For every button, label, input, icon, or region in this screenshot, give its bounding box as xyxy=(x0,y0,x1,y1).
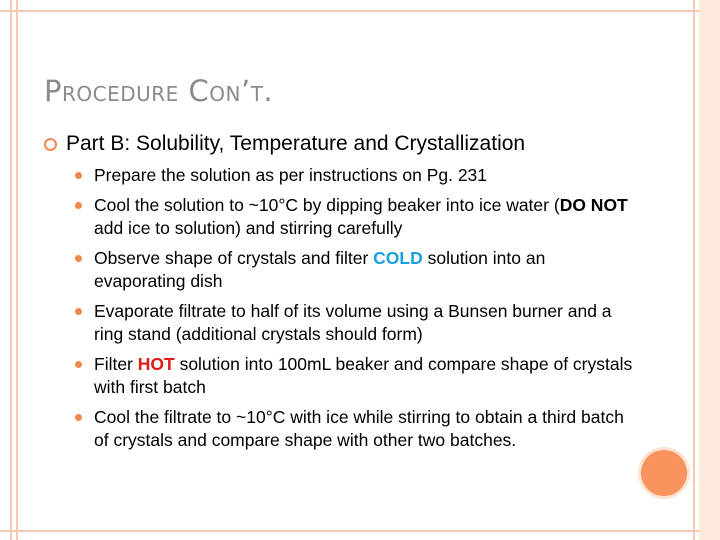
dot-bullet-icon xyxy=(75,308,82,315)
step-text: Evaporate filtrate to half of its volume using a Bunsen burner and a ring stand (additional crystals should form) xyxy=(94,301,612,344)
dot-bullet-icon xyxy=(75,172,82,179)
frame-line-right-1 xyxy=(693,0,695,540)
dot-bullet-icon xyxy=(75,361,82,368)
step-text-tail: solution into 100mL beaker and compare shape of crystals with first batch xyxy=(94,354,633,397)
dot-bullet-icon xyxy=(75,414,82,421)
dot-bullet-icon xyxy=(75,202,82,209)
dot-bullet-icon xyxy=(75,255,82,262)
frame-line-left-2 xyxy=(16,0,18,540)
step-emphasis-cold: COLD xyxy=(373,248,423,268)
step-item xyxy=(44,164,644,187)
step-text-tail: add ice to solution) and stirring carefully xyxy=(94,218,403,238)
slide-content xyxy=(44,130,644,459)
decorative-circle xyxy=(641,450,687,496)
slide-title: Procedure Con’t. xyxy=(44,74,274,108)
step-text: Filter xyxy=(94,354,138,374)
step-item xyxy=(44,247,644,293)
main-point-text: Part B: Solubility, Temperature and Crystallization xyxy=(66,132,526,155)
step-text: Observe shape of crystals and filter xyxy=(94,248,374,268)
step-item xyxy=(44,353,644,399)
main-bullet xyxy=(44,130,644,158)
step-text: Prepare the solution as per instructions on Pg. 231 xyxy=(94,165,488,185)
step-text: Cool the filtrate to ~10°C with ice while stirring to obtain a third batch of crystals and compare shape with other two batches. xyxy=(94,407,624,450)
right-band xyxy=(699,0,720,540)
frame-line-top xyxy=(0,10,720,12)
step-item xyxy=(44,406,644,452)
frame-line-left-1 xyxy=(10,0,12,540)
frame-line-bottom xyxy=(0,530,720,532)
step-item xyxy=(44,194,644,240)
step-text: Cool the solution to ~10°C by dipping beaker into ice water ( xyxy=(94,195,560,215)
step-emphasis-hot: HOT xyxy=(137,354,175,374)
ring-bullet-icon xyxy=(44,138,57,151)
step-emphasis: DO NOT xyxy=(559,195,628,215)
step-text-tail: solution into an evaporating dish xyxy=(94,248,546,291)
steps-list xyxy=(44,164,644,452)
step-item xyxy=(44,300,644,346)
